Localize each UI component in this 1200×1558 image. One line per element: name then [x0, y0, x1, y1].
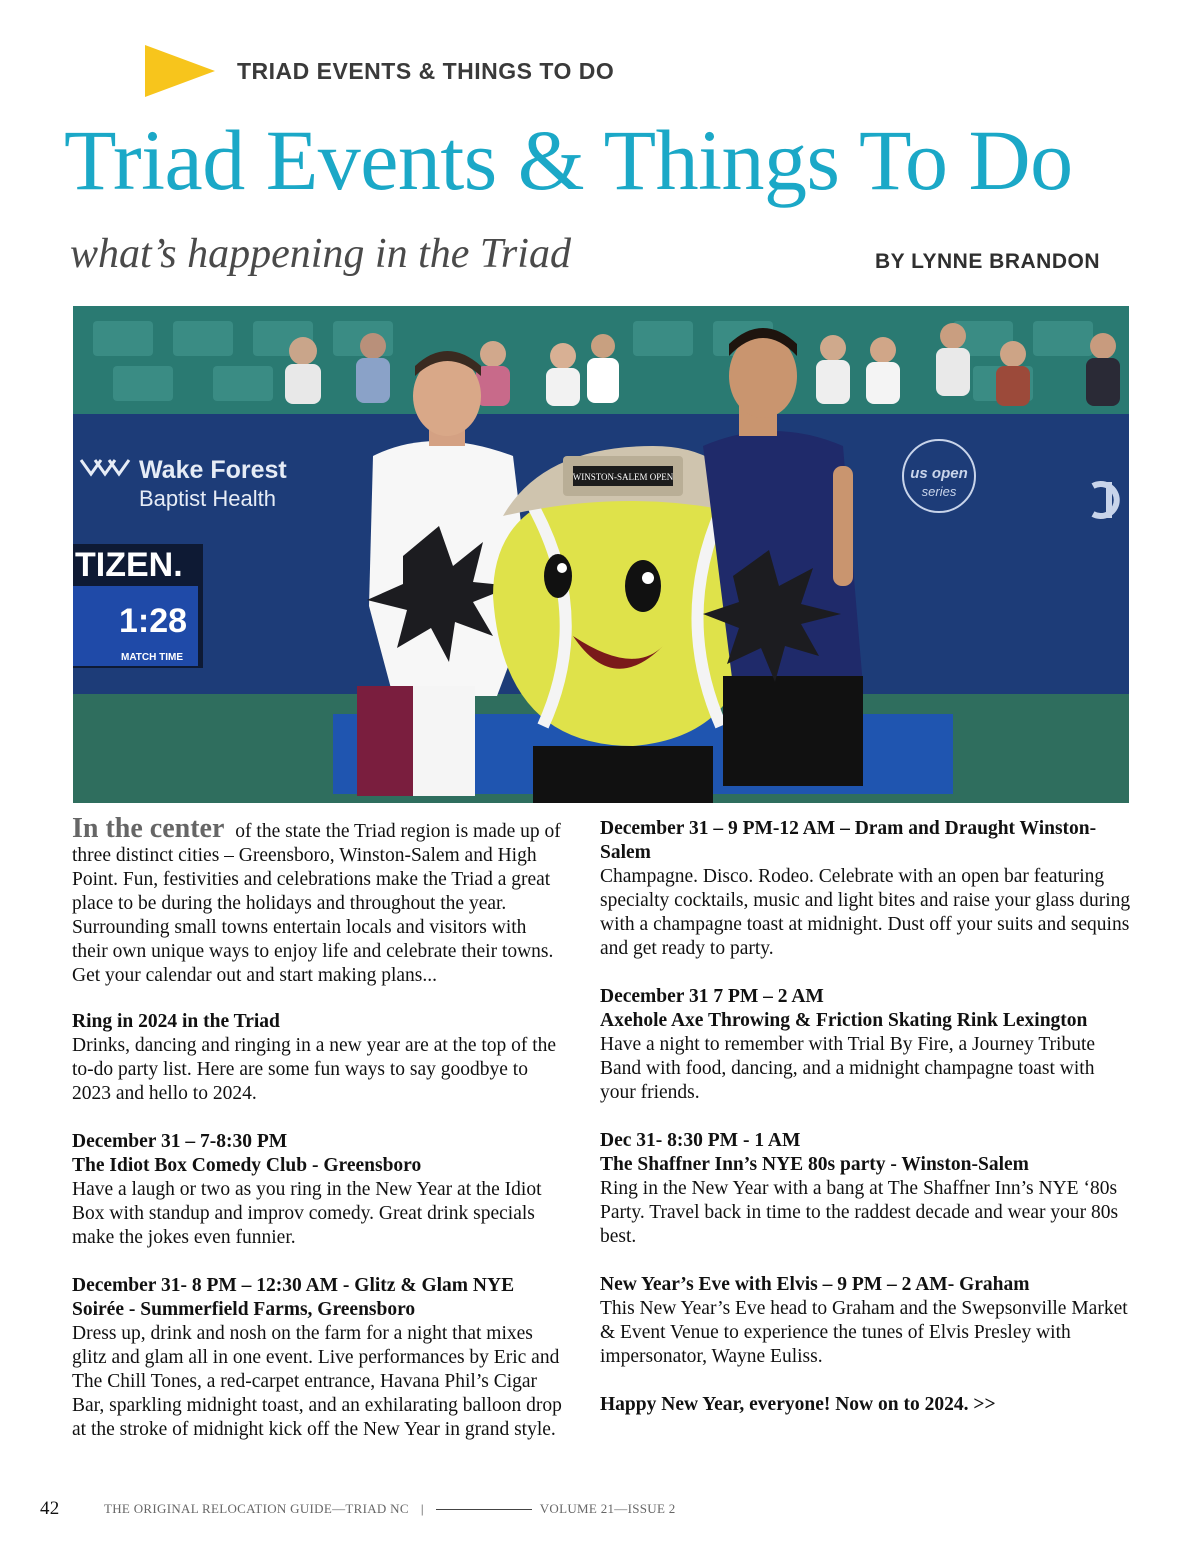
ring-in-section	[72, 1010, 562, 1106]
event-date: Dec 31- 8:30 PM - 1 AM	[600, 1130, 801, 1151]
event-description: Ring in the New Year with a bang at The Shaffner Inn’s NYE ‘80s Party. Travel back in time to the raddest decade and wear your 80s best.	[600, 1178, 1119, 1247]
byline: BY LYNNE BRANDON	[874, 250, 1100, 273]
page-title: Triad Events & Things To Do	[64, 112, 1073, 208]
event-description: Have a night to remember with Trial By Fire, a Journey Tribute Band with food, dancing, and a midnight champagne toast with your friends.	[600, 1034, 1096, 1103]
event-description: This New Year’s Eve head to Graham and the Swepsonville Market & Event Venue to experience the tunes of Elvis Presley with impersonator, Wayne Euliss.	[600, 1298, 1128, 1367]
event-item	[72, 1274, 562, 1442]
section-tag-label: TRIAD EVENTS & THINGS TO DO	[237, 57, 615, 84]
clock-label: MATCH TIME	[121, 652, 184, 663]
event-item	[600, 985, 1135, 1105]
sponsor-line1: Wake Forest	[139, 456, 287, 484]
footer-rule	[436, 1509, 532, 1510]
clock-brand: TIZEN.	[75, 546, 183, 584]
sponsor-line2: Baptist Health	[139, 486, 276, 511]
event-date: December 31 – 7-8:30 PM	[72, 1131, 288, 1152]
intro-paragraph	[72, 813, 562, 988]
closing-line	[600, 1393, 1135, 1417]
event-venue: The Idiot Box Comedy Club - Greensboro	[72, 1155, 422, 1176]
event-date: New Year’s Eve with Elvis – 9 PM – 2 AM- Graham	[600, 1274, 1030, 1295]
hat-text: WINSTON-SALEM OPEN	[572, 472, 674, 482]
event-description: Have a laugh or two as you ring in the New Year at the Idiot Box with standup and improv comedy. Great drink specials make the jokes even funnier.	[72, 1179, 542, 1248]
event-date: December 31 7 PM – 2 AM	[600, 986, 824, 1007]
event-item	[600, 1273, 1135, 1369]
page-footer	[40, 1497, 1160, 1521]
article-column-right	[600, 817, 1135, 1441]
event-description: Champagne. Disco. Rodeo. Celebrate with an open bar featuring specialty cocktails, music and light bites and raise your glass during with a champagne toast at midnight. Dust off your suits and sequins and get ready to party.	[600, 866, 1131, 959]
arrow-icon	[145, 45, 215, 97]
hero-photo	[73, 306, 1129, 803]
us-open-line1: us open	[910, 465, 968, 482]
footer-separator: |	[420, 1501, 424, 1516]
event-item	[600, 817, 1135, 961]
intro-lead: In the center	[72, 813, 225, 844]
issue-label: VOLUME 21—ISSUE 2	[539, 1501, 676, 1516]
event-venue: Axehole Axe Throwing & Friction Skating Rink Lexington	[600, 1010, 1088, 1031]
closing-text: Happy New Year, everyone! Now on to 2024. >>	[600, 1394, 996, 1415]
article-column-left	[72, 813, 562, 1466]
page-number: 42	[40, 1498, 60, 1519]
event-item	[72, 1130, 562, 1250]
event-venue: The Shaffner Inn’s NYE 80s party - Winston-Salem	[600, 1154, 1029, 1175]
clock-time: 1:28	[119, 602, 188, 640]
intro-text: of the state the Triad region is made up of three distinct cities – Greensboro, Winston-Salem and High Point. Fun, festivities and celebrations make the Triad a great place to be during the holidays and throughout the year. Surrounding small towns entertain locals and visitors with their own unique ways to enjoy life and celebrate their towns. Get your calendar out and start making plans...	[72, 821, 561, 986]
event-item	[600, 1129, 1135, 1249]
publication-name: THE ORIGINAL RELOCATION GUIDE—TRIAD NC	[104, 1501, 409, 1516]
section-tag	[145, 44, 614, 98]
ring-in-text: Drinks, dancing and ringing in a new year are at the top of the to-do party list. Here are some fun ways to say goodbye to 2023 and hello to 2024.	[72, 1035, 557, 1104]
event-date: December 31- 8 PM – 12:30 AM - Glitz & Glam NYE Soirée - Summerfield Farms, Greensboro	[72, 1275, 515, 1320]
page-subtitle: what’s happening in the Triad	[70, 231, 571, 277]
us-open-line2: series	[921, 484, 957, 499]
ring-in-heading: Ring in 2024 in the Triad	[72, 1011, 280, 1032]
event-description: Dress up, drink and nosh on the farm for a night that mixes glitz and glam all in one event. Live performances by Eric and The Chill Tones, a red-carpet entrance, Havana Phil’s Cigar Bar, sparkling midnight toast, and an exhilarating balloon drop at the stroke of midnight kick off the New Year in grand style.	[72, 1323, 562, 1440]
event-date: December 31 – 9 PM-12 AM – Dram and Draught Winston-Salem	[600, 818, 1097, 863]
